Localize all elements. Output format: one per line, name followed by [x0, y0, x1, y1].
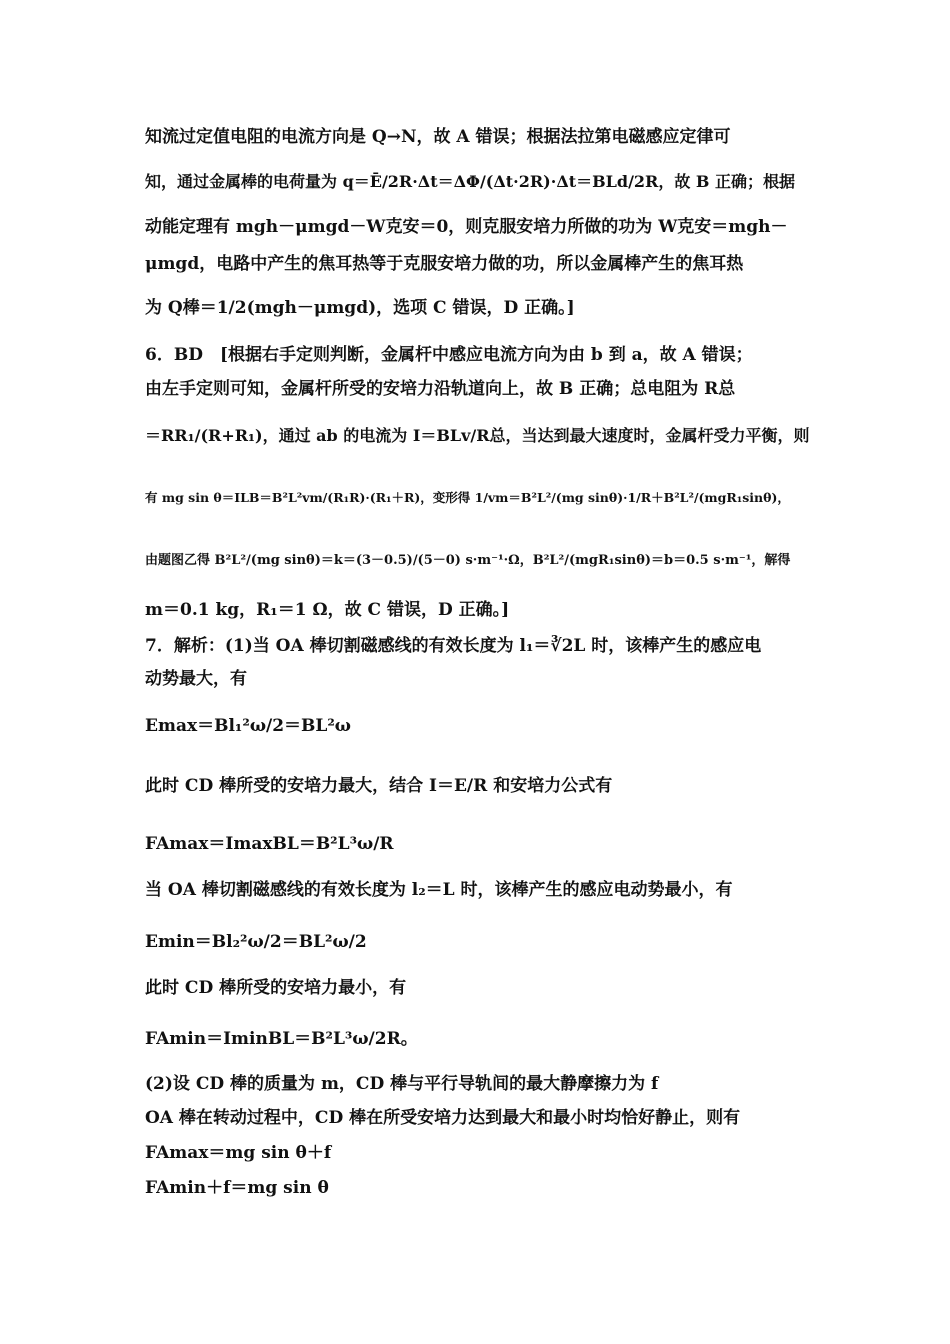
text-line-10: 由题图乙得 B²L²/(mg sinθ)＝k＝(3－0.5)/(5－0) s·m⁻¹·Ω，B²L²/(mgR₁sinθ)＝b＝0.5 s·m⁻¹，解得 [145, 553, 791, 568]
text-line-3: 动能定理有 mgh－μmgd－W克安＝0，则克服安培力所做的功为 W克安＝mgh－ [145, 217, 788, 237]
text-line-9: 有 mg sin θ＝ILB＝B²L²vm/(R₁R)·(R₁＋R)，变形得 1/vm＝B²L²/(mg sinθ)·1/R＋B²L²/(mgR₁sinθ)， [145, 490, 790, 505]
equation-famax: FAmax＝ImaxBL＝B²L³ω/R [145, 834, 394, 854]
text-line-11: m＝0.1 kg，R₁＝1 Ω，故 C 错误，D 正确。] [145, 600, 510, 620]
text-line-8: ＝RR₁/(R+R₁)，通过 ab 的电流为 I＝BLv/R总，当达到最大速度时，金属杆受力平衡，则 [145, 426, 810, 445]
text-line-7: 由左手定则可知，金属杆所受的安培力沿轨道向上，故 B 正确；总电阻为 R总 [145, 379, 736, 399]
text-line-17: 当 OA 棒切割磁感线的有效长度为 l₂＝L 时，该棒产生的感应电动势最小，有 [145, 880, 733, 900]
equation-emin: Emin＝Bl₂²ω/2＝BL²ω/2 [145, 932, 367, 952]
text-line-2: 知，通过金属棒的电荷量为 q＝Ē/2R·Δt＝ΔΦ/(Δt·2R)·Δt＝BLd/2R，故 B 正确；根据 [145, 172, 796, 191]
equation-emax: Emax＝Bl₁²ω/2＝BL²ω [145, 716, 351, 736]
equation-famax-balance: FAmax＝mg sin θ＋f [145, 1143, 332, 1163]
equation-famin-balance: FAmin＋f＝mg sin θ [145, 1178, 329, 1198]
text-line-15: 此时 CD 棒所受的安培力最大，结合 I＝E/R 和安培力公式有 [145, 776, 613, 796]
text-line-4: μmgd，电路中产生的焦耳热等于克服安培力做的功，所以金属棒产生的焦耳热 [145, 254, 744, 274]
text-line-5: 为 Q棒＝1/2(mgh－μmgd)，选项 C 错误，D 正确。] [145, 298, 575, 318]
text-line-6: 6．BD [根据右手定则判断，金属杆中感应电流方向为由 b 到 a，故 A 错误； [145, 345, 753, 365]
text-line-1: 知流过定值电阻的电流方向是 Q→N，故 A 错误；根据法拉第电磁感应定律可 [145, 127, 731, 147]
equation-famin: FAmin＝IminBL＝B²L³ω/2R。 [145, 1029, 418, 1049]
text-line-19: 此时 CD 棒所受的安培力最小，有 [145, 978, 407, 998]
text-line-22: OA 棒在转动过程中，CD 棒在所受安培力达到最大和最小时均恰好静止，则有 [145, 1108, 741, 1128]
text-line-12: 7．解析：(1)当 OA 棒切割磁感线的有效长度为 l₁＝∛2L 时，该棒产生的感应电 [145, 636, 762, 656]
text-line-21: (2)设 CD 棒的质量为 m，CD 棒与平行导轨间的最大静摩擦力为 f [145, 1074, 659, 1094]
text-line-13: 动势最大，有 [145, 669, 247, 689]
